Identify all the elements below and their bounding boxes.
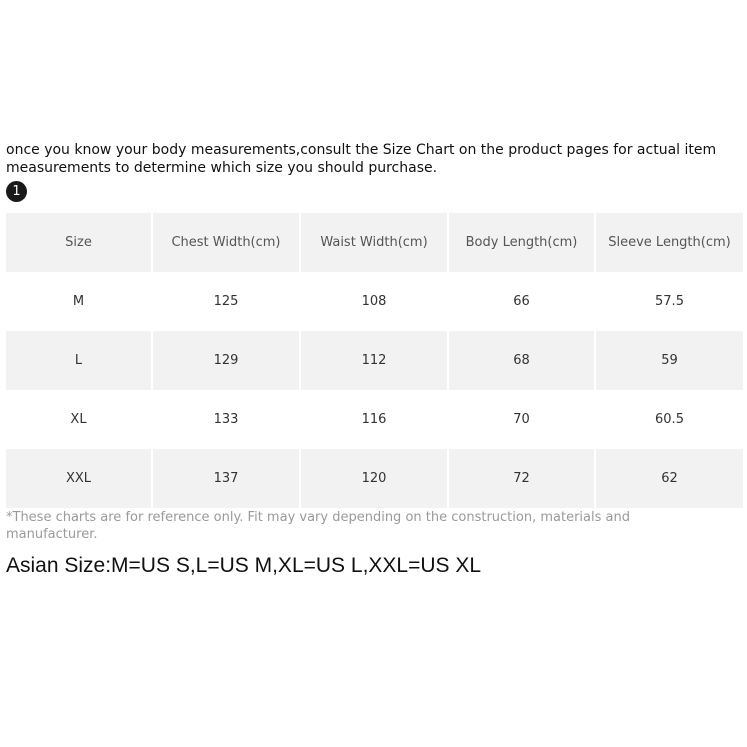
cell-sleeve-length: 57.5 [655, 294, 684, 309]
cell-chest-width: 133 [153, 390, 301, 449]
header-waist-width: Waist Width(cm) [301, 213, 449, 272]
step-number-badge: 1 [6, 181, 27, 202]
cell-size: M [6, 272, 153, 331]
asian-size-conversion: Asian Size:M=US S,L=US M,XL=US L,XXL=US XL [6, 554, 482, 577]
intro-text: once you know your body measurements,consult the Size Chart on the product pages for actual item measurements to determine which size you should purchase. [6, 142, 717, 176]
header-sleeve-length: Sleeve Length(cm) [596, 213, 743, 272]
cell-waist-width: 108 [301, 272, 449, 331]
cell-size: XL [6, 390, 153, 449]
reference-note: *These charts are for reference only. Fit may vary depending on the construction, materials and manufacturer. [6, 510, 630, 542]
cell-waist-width: 116 [301, 390, 449, 449]
header-body-length: Body Length(cm) [449, 213, 596, 272]
header-chest-width: Chest Width(cm) [153, 213, 301, 272]
cell-sleeve-length: 62 [596, 449, 743, 508]
cell-body-length: 70 [449, 390, 596, 449]
cell-body-length: 66 [449, 272, 596, 331]
cell-size: XXL [6, 449, 153, 508]
cell-chest-width: 129 [153, 331, 301, 390]
table-row [6, 390, 743, 449]
cell-size: L [6, 331, 153, 390]
cell-chest-width: 125 [153, 272, 301, 331]
cell-chest-width: 137 [153, 449, 301, 508]
cell-body-length: 72 [449, 449, 596, 508]
cell-waist-width: 120 [301, 449, 449, 508]
cell-body-length: 68 [449, 331, 596, 390]
cell-sleeve-length: 60.5 [655, 412, 684, 427]
cell-waist-width: 112 [301, 331, 449, 390]
table-header-row [6, 213, 743, 272]
size-chart-table [6, 213, 743, 508]
table-row [6, 331, 743, 390]
table-row [6, 272, 743, 331]
table-row [6, 449, 743, 508]
cell-sleeve-length: 59 [596, 331, 743, 390]
header-size: Size [6, 213, 153, 272]
